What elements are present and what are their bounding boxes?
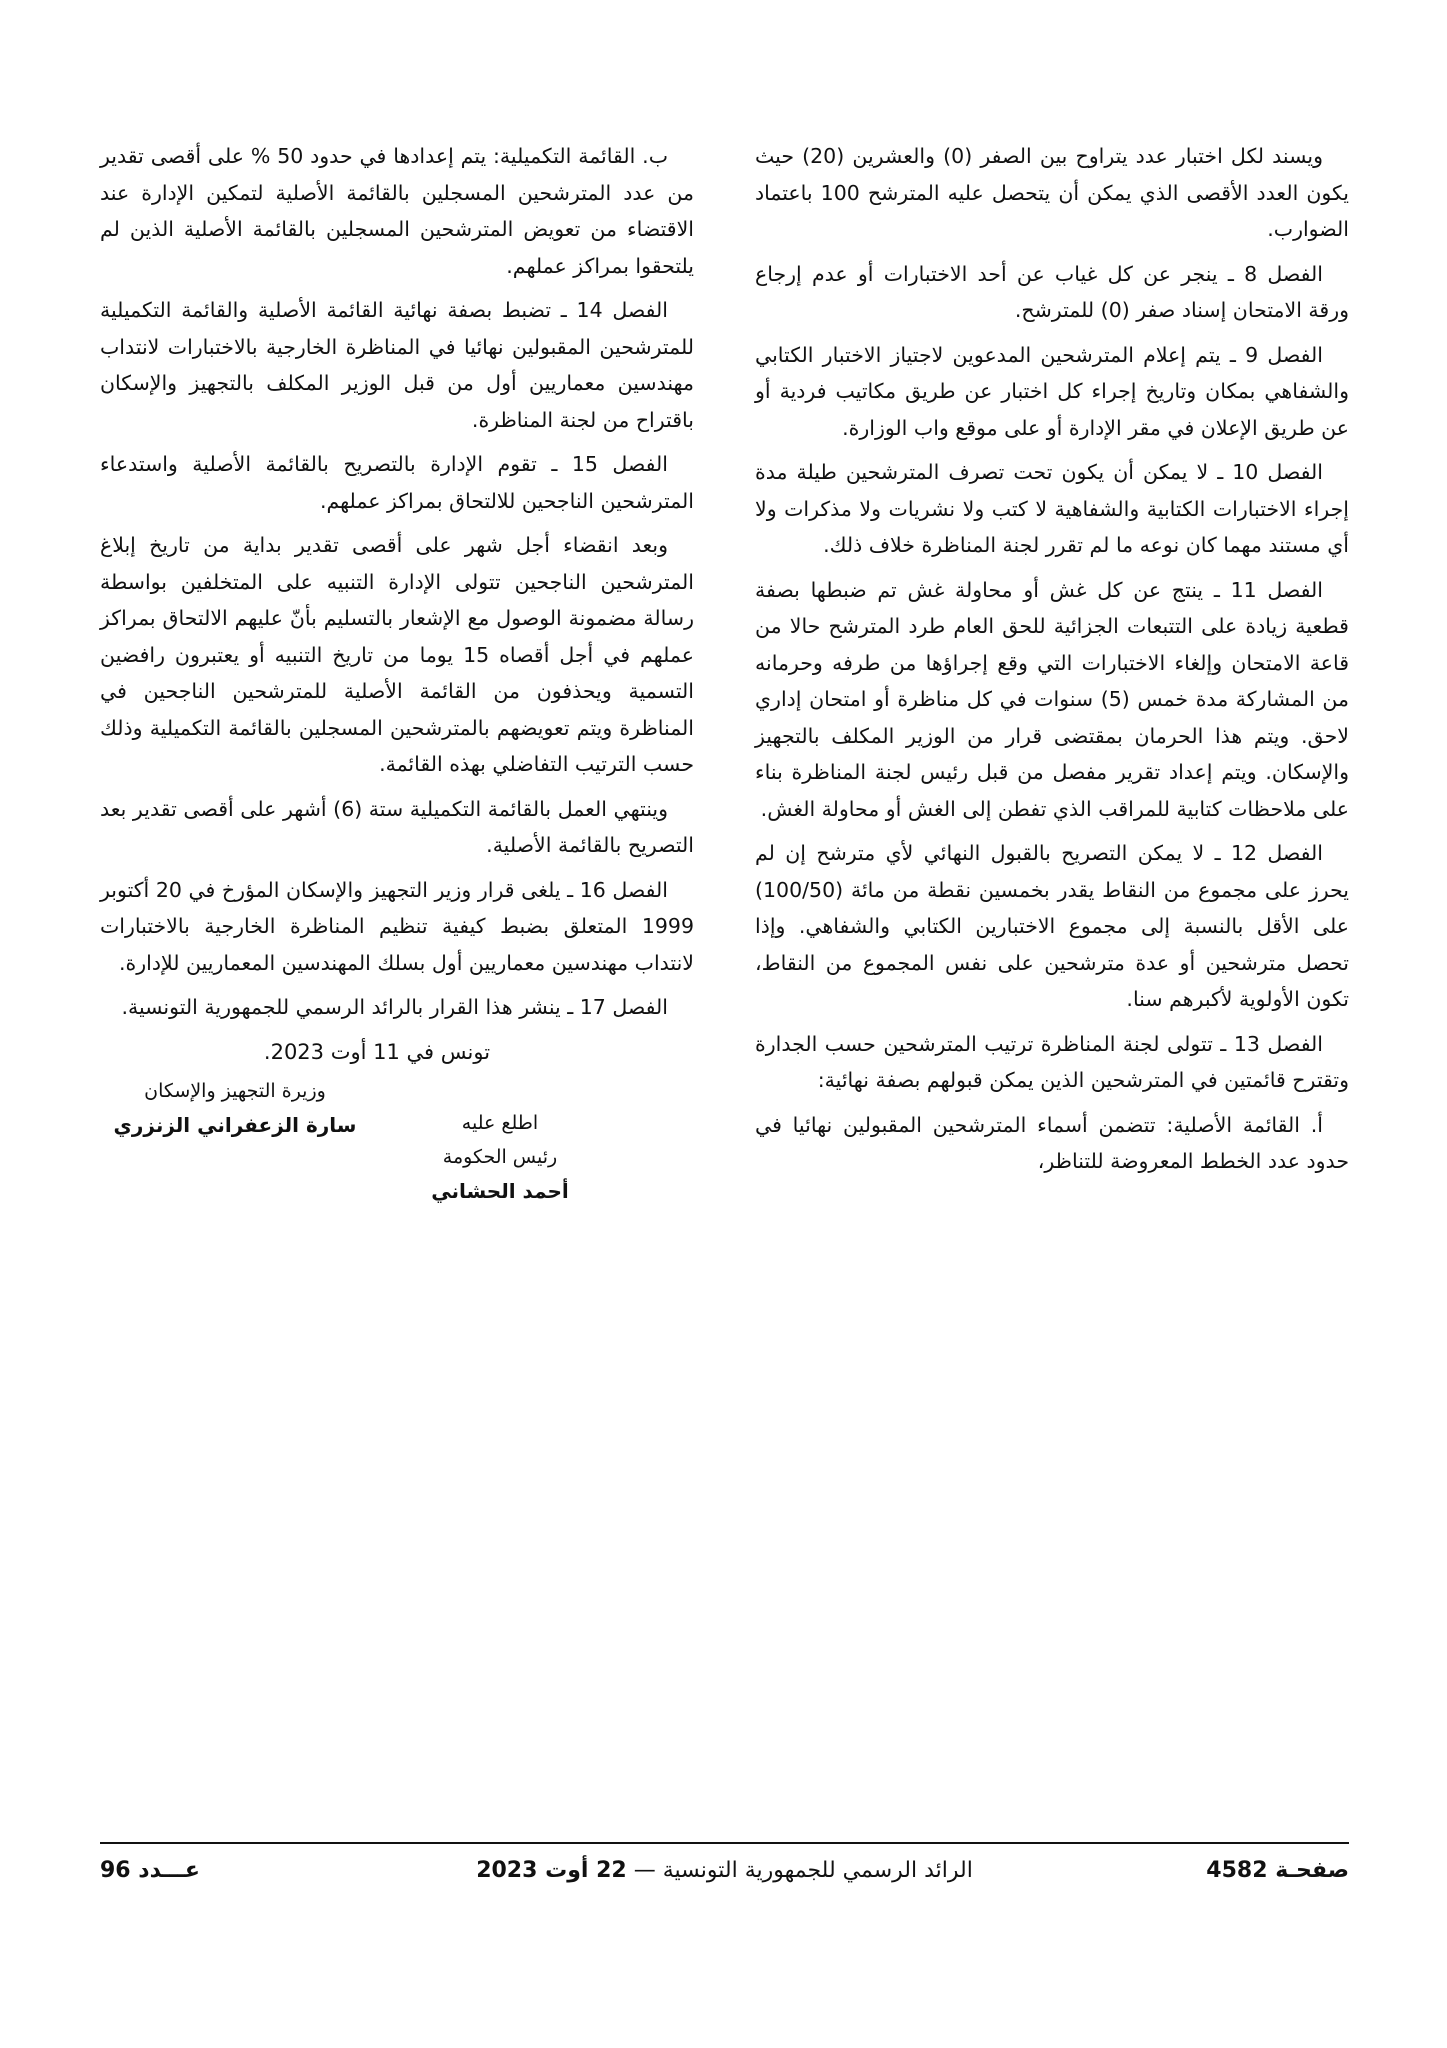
list-item-b: ب. القائمة التكميلية: يتم إعدادها في حدود 50 % على أقصى تقدير من عدد المترشحين المسجلين بالقائمة الأصلية لتمكين الإدارة عند الاقتضاء من تعويض المترشحين المسجلين بالقائمة الأصلية الذين لم يلتحقوا بمراكز عملهم.: [100, 144, 694, 278]
article-8: الفصل 8 ـ ينجر عن كل غياب عن أحد الاختبارات أو عدم إرجاع ورقة الامتحان إسناد صفر (0) للمترشح.: [755, 261, 1349, 322]
paragraph: ويسند لكل اختبار عدد يتراوح بين الصفر (0) والعشرين (20) حيث يكون العدد الأقصى الذي يمكن أن يتحصل عليه المترشح 100 باعتماد الضوارب.: [755, 144, 1349, 241]
article-9: الفصل 9 ـ يتم إعلام المترشحين المدعوين لاجتياز الاختبار الكتابي والشفاهي بمكان وتاريخ إجراء كل اختبار عن طريق مكاتيب فردية أو عن طريق الإعلان في مقر الإدارة أو على موقع واب الوزارة.: [755, 342, 1349, 440]
gazette-date: 22 أوت 2023: [476, 1858, 627, 1883]
paragraph: وينتهي العمل بالقائمة التكميلية ستة (6) أشهر على أقصى تقدير بعد التصريح بالقائمة الأصلية.: [100, 796, 694, 857]
right-column: [755, 138, 1349, 1188]
pm-name: أحمد الحشاني: [431, 1178, 569, 1203]
minister-title: وزيرة التجهيز والإسكان: [144, 1079, 326, 1102]
article-12: الفصل 12 ـ لا يمكن التصريح بالقبول النهائي لأي مترشح إن لم يحرز على مجموع من النقاط يقدر بخمسين نقطة من مائة (100/50) على الأقل بالنسبة إلى مجموع الاختبارين الكتابي والشفاهي. وإذا تحصل مترشحين أو عدة مترشحين على نفس المجموع من النقاط، تكون الأولوية لأكبرهم سنا.: [755, 841, 1349, 1011]
minister-signature: [100, 1074, 370, 1142]
gazette-title: [476, 1858, 973, 1883]
issue-number: عـــدد 96: [100, 1858, 200, 1883]
seen-label: اطلع عليه: [461, 1111, 539, 1134]
article-16: الفصل 16 ـ يلغى قرار وزير التجهيز والإسكان المؤرخ في 20 أكتوبر 1999 المتعلق بضبط كيفية تنظيم المناظرة الخارجية بالاختبارات لانتداب مهندسين معماريين أول بسلك المهندسين المعماريين للإدارة.: [100, 877, 694, 975]
article-15: الفصل 15 ـ تقوم الإدارة بالتصريح بالقائمة الأصلية واستدعاء المترشحين الناجحين للالتحاق بمراكز عملهم.: [100, 452, 694, 513]
paragraph: وبعد انقضاء أجل شهر على أقصى تقدير بداية من تاريخ إبلاغ المترشحين الناجحين تتولى الإدارة التنبيه على المتخلفين بواسطة رسالة مضمونة الوصول مع الإشعار بالتسليم بأنّ عليهم الالتحاق بمراكز عملهم في أجل أقصاه 15 يوما من تاريخ التنبيه أو يعتبرون رافضين التسمية ويحذفون من القائمة الأصلية للمترشحين الناجحين في المناظرة ويتم تعويضهم بالمترشحين المسجلين بالقائمة التكميلية وذلك حسب الترتيب التفاضلي بهذه القائمة.: [100, 533, 694, 776]
article-10: الفصل 10 ـ لا يمكن أن يكون تحت تصرف المترشحين طيلة مدة إجراء الاختبارات الكتابية والشفاهية لا كتب ولا نشريات ولا مذكرات ولا أي مستند مهما كان نوعه ما لم تقرر لجنة المناظرة خلاف ذلك.: [755, 460, 1349, 557]
article-13: الفصل 13 ـ تتولى لجنة المناظرة ترتيب المترشحين حسب الجدارة وتقترح قائمتين في المترشحين الذين يمكن قبولهم بصفة نهائية:: [755, 1031, 1349, 1092]
gazette-name: الرائد الرسمي للجمهورية التونسية —: [633, 1858, 973, 1883]
article-14: الفصل 14 ـ تضبط بصفة نهائية القائمة الأصلية والقائمة التكميلية للمترشحين المقبولين نهائيا في المناظرة الخارجية بالاختبارات لانتداب مهندسين معماريين أول من قبل الوزير المكلف بالتجهيز والإسكان باقتراح من لجنة المناظرة.: [100, 298, 694, 432]
minister-name: سارة الزعفراني الزنزري: [113, 1112, 357, 1137]
article-11: الفصل 11 ـ ينتج عن كل غش أو محاولة غش تم ضبطها بصفة قطعية زيادة على التتبعات الجزائية للحق العام طرد المترشح حالا من قاعة الامتحان وإلغاء الاختبارات التي وقع إجراؤها من طرفه وحرمانه من المشاركة مدة خمس (5) سنوات في كل مناظرة أو امتحان إداري لاحق. ويتم هذا الحرمان بمقتضى قرار من الوزير المكلف بالتجهيز والإسكان. ويتم إعداد تقرير مفصل من قبل رئيس لجنة المناظرة بناء على ملاحظات كتابية للمراقب الذي تفطن إلى الغش أو محاولة الغش.: [755, 577, 1349, 821]
pm-title: رئيس الحكومة: [442, 1145, 558, 1168]
signature-date: تونس في 11 أوت 2023.: [263, 1039, 491, 1064]
pm-signature: [400, 1106, 600, 1208]
list-item-a: أ. القائمة الأصلية: تتضمن أسماء المترشحين المقبولين نهائيا في حدود عدد الخطط المعروضة للتناظر،: [755, 1112, 1349, 1173]
left-column: [100, 138, 694, 1234]
page-footer: [100, 1842, 1349, 1904]
article-17: الفصل 17 ـ ينشر هذا القرار بالرائد الرسمي للجمهورية التونسية.: [121, 995, 668, 1019]
signature-block: [100, 1034, 694, 1234]
page-number: صفحـة 4582: [1206, 1858, 1349, 1883]
